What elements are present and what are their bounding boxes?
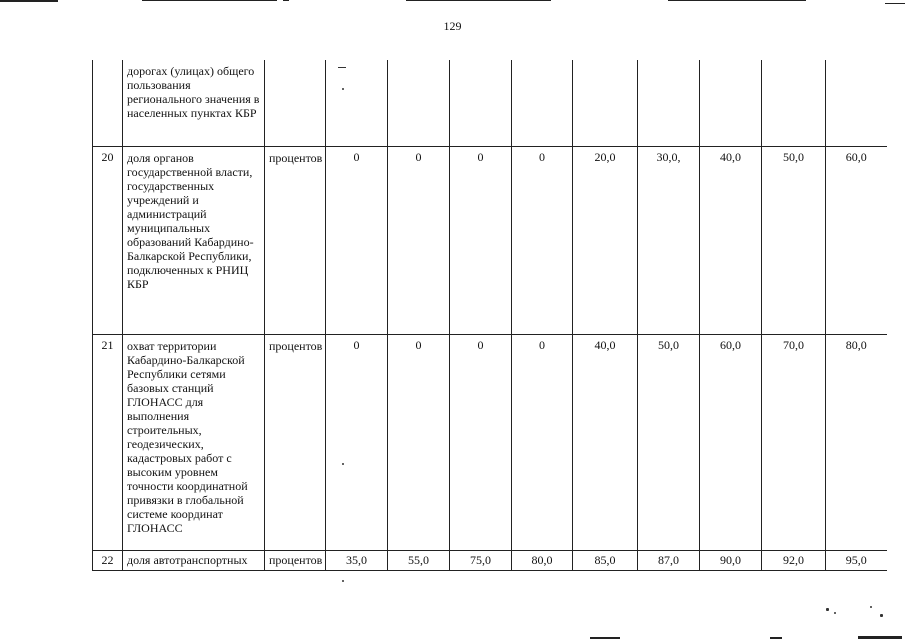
row-number: 22 xyxy=(93,550,123,570)
indicator-name: доля автотранспортных xyxy=(123,550,265,570)
value-cell: 60,0 xyxy=(826,146,887,334)
unit-cell: процентов xyxy=(265,146,326,334)
value-cell: 50,0 xyxy=(638,334,700,550)
scan-speck xyxy=(342,463,344,465)
bottom-rule-1 xyxy=(590,637,620,639)
value-cell xyxy=(326,60,388,146)
value-cell: 35,0 xyxy=(326,550,388,570)
table-row-continuation xyxy=(93,60,887,146)
scan-speck xyxy=(880,614,883,617)
row-number: 20 xyxy=(93,146,123,334)
scan-speck xyxy=(834,612,836,614)
top-rule-1 xyxy=(0,0,58,2)
value-cell: 0 xyxy=(388,334,450,550)
top-rule-2 xyxy=(142,0,277,1)
value-cell xyxy=(450,60,512,146)
scan-dash xyxy=(338,67,346,68)
value-cell: 40,0 xyxy=(700,146,762,334)
bottom-rule-2 xyxy=(770,637,782,639)
unit-cell: процентов xyxy=(265,550,326,570)
scan-speck xyxy=(826,608,829,611)
value-cell: 55,0 xyxy=(388,550,450,570)
top-rule-6 xyxy=(885,3,905,4)
value-cell xyxy=(638,60,700,146)
top-rule-3 xyxy=(283,0,289,1)
table-row-22 xyxy=(93,550,887,570)
value-cell xyxy=(573,60,638,146)
value-cell xyxy=(388,60,450,146)
value-cell: 80,0 xyxy=(512,550,573,570)
value-cell: 0 xyxy=(326,334,388,550)
indicator-name: доля органов государственной власти, государственных учреждений и администраций муниципальных образований Кабардино-Балкарской Республики, подключенных к РНИЦ КБР xyxy=(123,146,265,334)
value-cell: 85,0 xyxy=(573,550,638,570)
value-cell: 92,0 xyxy=(762,550,826,570)
bottom-rule-3 xyxy=(858,636,902,639)
value-cell: 20,0 xyxy=(573,146,638,334)
scan-speck xyxy=(870,606,872,608)
top-rule-5 xyxy=(668,0,806,1)
row-number: 21 xyxy=(93,334,123,550)
value-cell: 50,0 xyxy=(762,146,826,334)
value-cell xyxy=(762,60,826,146)
value-cell: 0 xyxy=(512,146,573,334)
value-cell: 30,0, xyxy=(638,146,700,334)
value-cell xyxy=(700,60,762,146)
value-cell xyxy=(512,60,573,146)
value-cell: 0 xyxy=(450,146,512,334)
value-cell xyxy=(826,60,887,146)
value-cell: 70,0 xyxy=(762,334,826,550)
value-cell: 75,0 xyxy=(450,550,512,570)
unit-cell xyxy=(265,60,326,146)
indicator-table xyxy=(92,60,887,571)
value-cell: 87,0 xyxy=(638,550,700,570)
indicator-name: охват территории Кабардино-Балкарской Республики сетями базовых станций ГЛОНАСС для выполнения строительных, геодезических, кадастровых работ с высоким уровнем точности координатной привязки в глобальной системе координат ГЛОНАСС xyxy=(123,334,265,550)
unit-cell: процентов xyxy=(265,334,326,550)
value-cell: 0 xyxy=(388,146,450,334)
scan-speck xyxy=(342,580,344,582)
value-cell: 0 xyxy=(512,334,573,550)
value-cell: 0 xyxy=(450,334,512,550)
table-row-20 xyxy=(93,146,887,334)
value-cell: 0 xyxy=(326,146,388,334)
table-row-21 xyxy=(93,334,887,550)
row-number xyxy=(93,60,123,146)
value-cell: 60,0 xyxy=(700,334,762,550)
value-cell: 40,0 xyxy=(573,334,638,550)
value-cell: 80,0 xyxy=(826,334,887,550)
indicator-name: дорогах (улицах) общего пользования регионального значения в населенных пунктах КБР xyxy=(123,60,265,146)
page-number: 129 xyxy=(443,19,462,33)
value-cell: 90,0 xyxy=(700,550,762,570)
scan-speck xyxy=(342,88,344,90)
value-cell: 95,0 xyxy=(826,550,887,570)
top-rule-4 xyxy=(406,0,551,1)
